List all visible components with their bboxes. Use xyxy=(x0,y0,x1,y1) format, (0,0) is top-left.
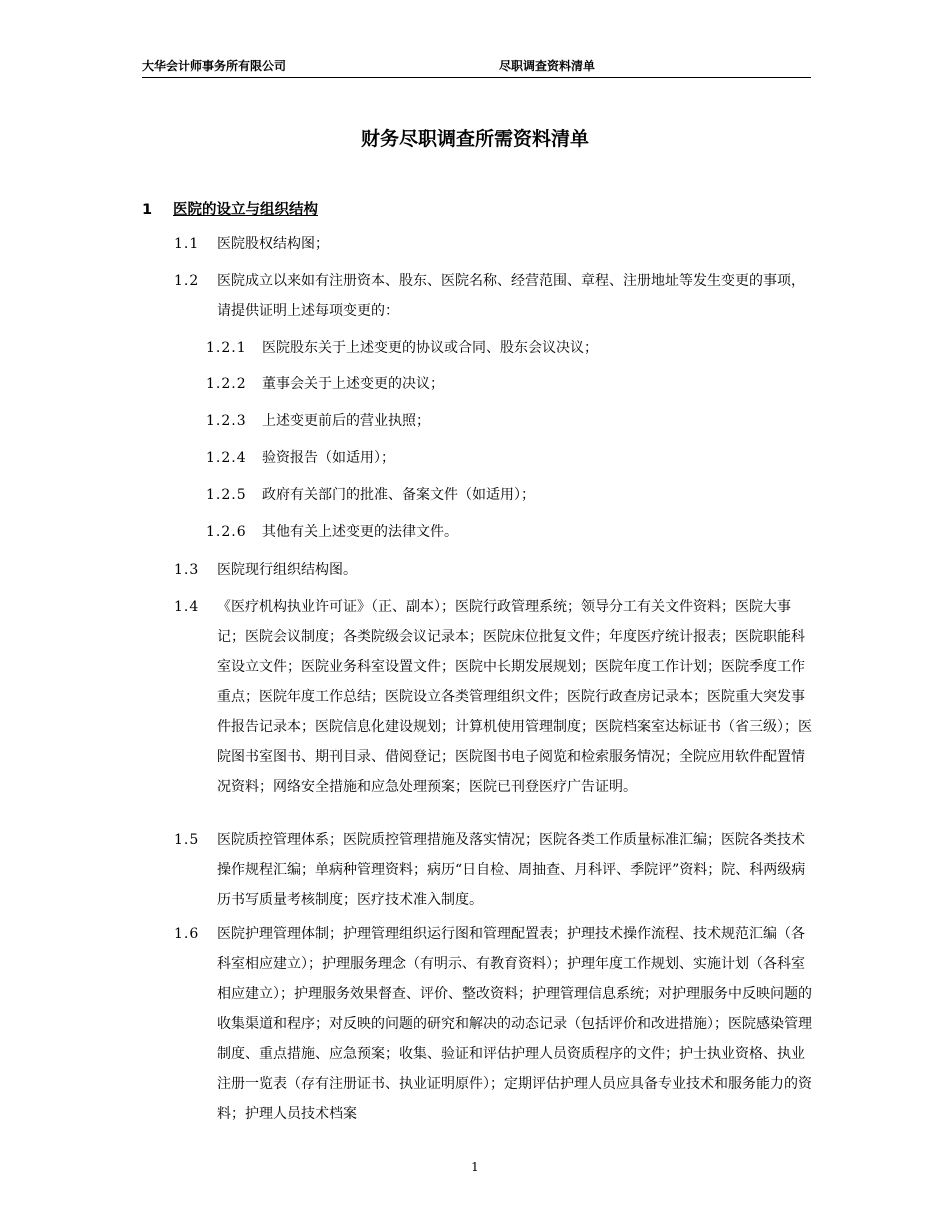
item-number: 1.5 xyxy=(174,832,200,848)
item-number: 1.3 xyxy=(174,562,200,578)
item-text: 医院质控管理体系；医院质控管理措施及落实情况；医院各类工作质量标准汇编；医院各类技术操作规程汇编；单病种管理资料；病历“日自检、周抽查、月科评、季院评”资料；院、科两级病历书写质量考核制度；医疗技术准入制度。 xyxy=(217,832,806,908)
item-text: 董事会关于上述变更的决议； xyxy=(262,376,444,392)
page-header xyxy=(142,55,811,78)
item-number: 1.6 xyxy=(174,926,200,942)
item-text: 《医疗机构执业许可证》（正、副本）；医院行政管理系统；领导分工有关文件资料；医院大事记；医院会议制度；各类院级会议记录本；医院床位批复文件；年度医疗统计报表；医院职能科室设立文件；医院业务科室设置文件；医院中长期发展规划；医院年度工作计划；医院季度工作重点；医院年度工作总结；医院设立各类管理组织文件；医院行政查房记录本；医院重大突发事件报告记录本；医院信息化建设规划；计算机使用管理制度；医院档案室达标证书（省三级）；医院图书室图书、期刊目录、借阅登记；医院图书电子阅览和检索服务情况；全院应用软件配置情况资料；网络安全措施和应急处理预案；医院已刊登医疗广告证明。 xyxy=(217,599,812,795)
header-company: 大华会计师事务所有限公司 xyxy=(142,59,287,73)
document-title: 财务尽职调查所需资料清单 xyxy=(360,128,589,150)
item-number: 1.2.1 xyxy=(206,340,247,356)
item-number: 1.4 xyxy=(174,599,200,615)
header-doc-title: 尽职调查资料清单 xyxy=(499,59,596,73)
page-number: 1 xyxy=(471,1160,479,1174)
item-text: 医院股东关于上述变更的协议或合同、股东会议决议； xyxy=(262,340,598,356)
item-text: 验资报告（如适用）； xyxy=(262,450,395,466)
item-text: 其他有关上述变更的法律文件。 xyxy=(262,524,458,540)
section-heading-1 xyxy=(142,198,318,219)
item-text: 医院成立以来如有注册资本、股东、医院名称、经营范围、章程、注册地址等发生变更的事项，请提供证明上述每项变更的： xyxy=(217,273,805,319)
item-number: 1.1 xyxy=(174,236,200,252)
item-text: 医院护理管理体制；护理管理组织运行图和管理配置表；护理技术操作流程、技术规范汇编（各科室相应建立）；护理服务理念（有明示、有教育资料）；护理年度工作规划、实施计划（各科室相应建立）；护理服务效果督查、评价、整改资料；护理管理信息系统；对护理服务中反映问题的收集渠道和程序；对反映的问题的研究和解决的动态记录（包括评价和改进措施）；医院感染管理制度、重点措施、应急预案；收集、验证和评估护理人员资质程序的文件；护士执业资格、执业注册一览表（存有注册证书、执业证明原件）；定期评估护理人员应具备专业技术和服务能力的资料；护理人员技术档案 xyxy=(217,926,812,1122)
item-number: 1.2.3 xyxy=(206,413,247,429)
item-text: 医院现行组织结构图。 xyxy=(217,562,357,578)
item-text: 医院股权结构图； xyxy=(217,236,329,252)
item-number: 1.2.4 xyxy=(206,450,247,466)
item-text: 上述变更前后的营业执照； xyxy=(262,413,430,429)
section-number: 1 xyxy=(142,202,153,218)
item-text: 政府有关部门的批准、备案文件（如适用）； xyxy=(262,487,535,503)
item-number: 1.2.6 xyxy=(206,524,247,540)
item-number: 1.2.5 xyxy=(206,487,247,503)
item-number: 1.2.2 xyxy=(206,376,247,392)
section-title: 医院的设立与组织结构 xyxy=(173,202,318,218)
item-number: 1.2 xyxy=(174,273,200,289)
